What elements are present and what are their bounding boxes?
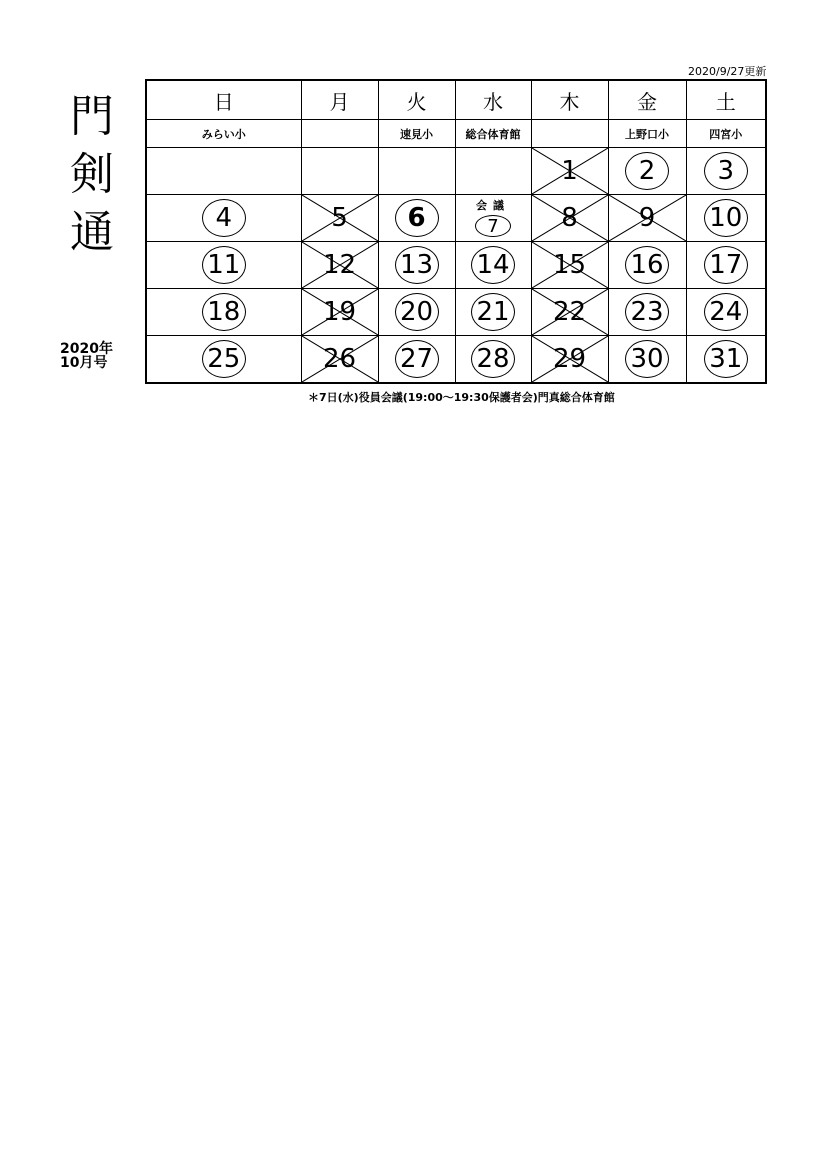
title-char: 通	[70, 207, 114, 258]
day-number: 28	[471, 340, 515, 378]
issue-month: 10月号	[60, 355, 108, 371]
footnote: ＊7日(水)役員会議(19:00～19:30保護者会)門真総合体育館	[308, 391, 615, 404]
day-number: 7	[475, 215, 511, 237]
day-cell	[455, 242, 531, 289]
venue-cell: 上野口小	[608, 120, 686, 148]
day-number: 31	[704, 340, 748, 378]
day-cell	[608, 336, 686, 384]
day-number: 29	[552, 344, 587, 374]
day-cell	[455, 195, 531, 242]
day-number: 8	[561, 203, 578, 233]
day-cell	[531, 242, 608, 289]
day-cell	[378, 195, 455, 242]
day-cell	[531, 195, 608, 242]
day-cell	[686, 195, 766, 242]
day-cell	[378, 289, 455, 336]
week-row	[146, 242, 766, 289]
weekday-header: 水	[455, 80, 531, 120]
day-cell	[301, 336, 378, 384]
day-cell	[686, 242, 766, 289]
issue-year: 2020年	[60, 341, 113, 357]
title-char: 門	[70, 91, 114, 142]
meeting-label: 会議	[476, 199, 510, 212]
day-cell	[378, 336, 455, 384]
day-cell	[608, 195, 686, 242]
day-cell	[455, 289, 531, 336]
day-number: 22	[552, 297, 587, 327]
day-cell	[301, 242, 378, 289]
weekday-header: 火	[378, 80, 455, 120]
day-cell	[531, 336, 608, 384]
venue-cell: 総合体育館	[455, 120, 531, 148]
day-cell	[378, 242, 455, 289]
day-number: 25	[202, 340, 246, 378]
day-cell	[146, 242, 301, 289]
day-number: 21	[471, 293, 515, 331]
day-cell	[608, 148, 686, 195]
day-cell	[531, 148, 608, 195]
day-cell	[301, 195, 378, 242]
venue-cell: 速見小	[378, 120, 455, 148]
venue-cell: みらい小	[146, 120, 301, 148]
weekday-header: 金	[608, 80, 686, 120]
day-number: 18	[202, 293, 246, 331]
weekday-header: 月	[301, 80, 378, 120]
day-number: 3	[704, 152, 748, 190]
week-row	[146, 336, 766, 384]
day-number: 19	[322, 297, 357, 327]
week-row	[146, 148, 766, 195]
day-number: 17	[704, 246, 748, 284]
day-number: 23	[625, 293, 669, 331]
day-number: 13	[395, 246, 439, 284]
day-cell	[686, 336, 766, 384]
day-cell	[146, 336, 301, 384]
day-cell	[686, 148, 766, 195]
day-cell	[301, 289, 378, 336]
day-number: 15	[552, 250, 587, 280]
issue-label	[60, 342, 113, 370]
day-cell	[301, 148, 378, 195]
weekday-header: 日	[146, 80, 301, 120]
day-number: 12	[322, 250, 357, 280]
day-cell	[686, 289, 766, 336]
weekday-header: 土	[686, 80, 766, 120]
venue-cell	[301, 120, 378, 148]
day-number: 26	[322, 344, 357, 374]
day-number: 1	[561, 156, 578, 186]
day-number: 10	[704, 199, 748, 237]
day-number: 27	[395, 340, 439, 378]
calendar-table	[145, 79, 767, 384]
week-row	[146, 289, 766, 336]
day-cell	[378, 148, 455, 195]
day-cell	[531, 289, 608, 336]
day-number: 20	[395, 293, 439, 331]
day-number: 4	[202, 199, 246, 237]
day-number: 6	[395, 199, 439, 237]
day-cell	[455, 336, 531, 384]
weekday-header-row	[146, 80, 766, 120]
day-number: 9	[638, 203, 656, 233]
day-number: 14	[471, 246, 515, 284]
day-cell	[608, 242, 686, 289]
day-number: 11	[202, 246, 246, 284]
day-cell	[146, 195, 301, 242]
day-cell	[146, 148, 301, 195]
day-number: 30	[625, 340, 669, 378]
day-number: 5	[331, 203, 348, 233]
day-number: 2	[625, 152, 669, 190]
title-char: 剣	[70, 149, 114, 200]
venue-row	[146, 120, 766, 148]
day-cell	[146, 289, 301, 336]
venue-cell: 四宮小	[686, 120, 766, 148]
day-number: 16	[625, 246, 669, 284]
day-cell	[608, 289, 686, 336]
page-title	[60, 88, 124, 262]
updated-date: 2020/9/27更新	[688, 65, 767, 78]
day-number: 24	[704, 293, 748, 331]
venue-cell	[531, 120, 608, 148]
week-row	[146, 195, 766, 242]
weekday-header: 木	[531, 80, 608, 120]
day-cell	[455, 148, 531, 195]
